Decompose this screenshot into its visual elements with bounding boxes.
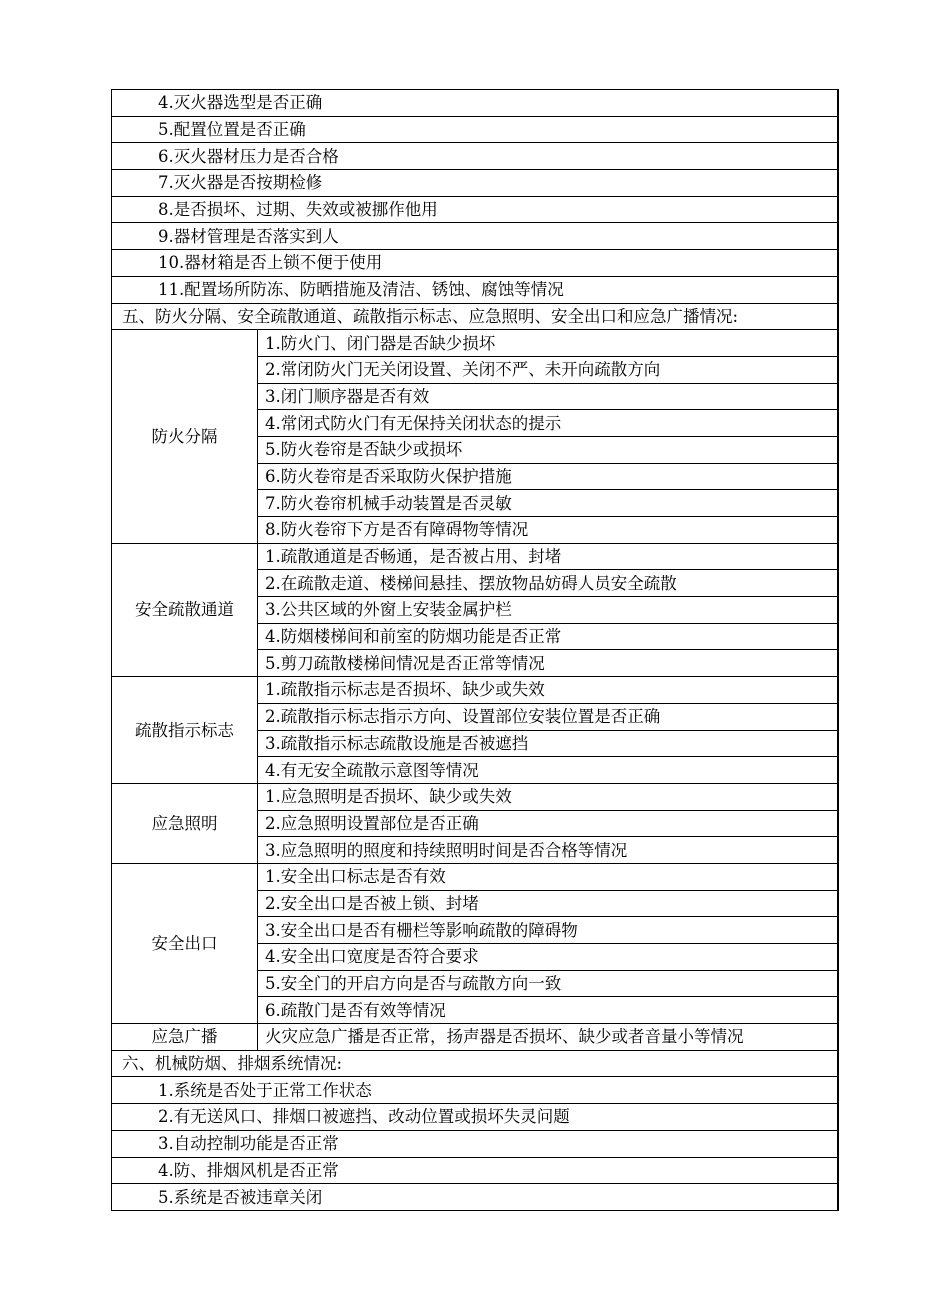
- checklist-item: 2.疏散指示标志指示方向、设置部位安装位置是否正确: [258, 703, 839, 730]
- checklist-item: 2.应急照明设置部位是否正确: [258, 810, 839, 837]
- checklist-item: 6.疏散门是否有效等情况: [258, 997, 839, 1024]
- checklist-item: 5.配置位置是否正确: [112, 116, 839, 143]
- checklist-item: 9.器材管理是否落实到人: [112, 223, 839, 250]
- table-row: [112, 677, 839, 704]
- table-row: [112, 1184, 839, 1211]
- checklist-item: 火灾应急广播是否正常，扬声器是否损坏、缺少或者音量小等情况: [258, 1024, 839, 1051]
- checklist-item: 2.在疏散走道、楼梯间悬挂、摆放物品妨碍人员安全疏散: [258, 570, 839, 597]
- checklist-item: 1.防火门、闭门器是否缺少损坏: [258, 330, 839, 357]
- table-row: [112, 116, 839, 143]
- checklist-item: 1.安全出口标志是否有效: [258, 863, 839, 890]
- checklist-item: 3.应急照明的照度和持续照明时间是否合格等情况: [258, 837, 839, 864]
- checklist-item: 5.系统是否被违章关闭: [112, 1184, 839, 1211]
- checklist-item: 2.有无送风口、排烟口被遮挡、改动位置或损坏失灵问题: [112, 1104, 839, 1131]
- checklist-item: 3.安全出口是否有栅栏等影响疏散的障碍物: [258, 917, 839, 944]
- category-cell: 安全疏散通道: [112, 543, 258, 676]
- category-cell: 疏散指示标志: [112, 677, 258, 784]
- checklist-item: 1.系统是否处于正常工作状态: [112, 1077, 839, 1104]
- inspection-checklist: [111, 89, 839, 1211]
- table-row: [112, 863, 839, 890]
- checklist-item: 1.疏散指示标志是否损坏、缺少或失效: [258, 677, 839, 704]
- checklist-item: 3.闭门顺序器是否有效: [258, 383, 839, 410]
- table-row: [112, 196, 839, 223]
- checklist-item: 3.公共区域的外窗上安装金属护栏: [258, 597, 839, 624]
- table-row: [112, 1104, 839, 1131]
- table-row: [112, 223, 839, 250]
- table-row: [112, 1077, 839, 1104]
- checklist-item: 4.常闭式防火门有无保持关闭状态的提示: [258, 410, 839, 437]
- table-row: [112, 143, 839, 170]
- checklist-item: 3.疏散指示标志疏散设施是否被遮挡: [258, 730, 839, 757]
- checklist-item: 6.防火卷帘是否采取防火保护措施: [258, 463, 839, 490]
- checklist-item: 4.灭火器选型是否正确: [112, 90, 839, 117]
- checklist-item: 2.安全出口是否被上锁、封堵: [258, 890, 839, 917]
- checklist-item: 10.器材箱是否上锁不便于使用: [112, 250, 839, 277]
- checklist-item: 7.灭火器是否按期检修: [112, 170, 839, 197]
- category-cell: 安全出口: [112, 863, 258, 1023]
- checklist-item: 6.灭火器材压力是否合格: [112, 143, 839, 170]
- category-cell: 应急照明: [112, 783, 258, 863]
- checklist-item: 4.防烟楼梯间和前室的防烟功能是否正常: [258, 623, 839, 650]
- table-row: [112, 1024, 839, 1051]
- section-heading: 五、防火分隔、安全疏散通道、疏散指示标志、应急照明、安全出口和应急广播情况:: [112, 303, 839, 330]
- table-row: [112, 170, 839, 197]
- checklist-item: 2.常闭防火门无关闭设置、关闭不严、未开向疏散方向: [258, 356, 839, 383]
- table-row: [112, 783, 839, 810]
- checklist-item: 3.自动控制功能是否正常: [112, 1130, 839, 1157]
- checklist-item: 1.应急照明是否损坏、缺少或失效: [258, 783, 839, 810]
- checklist-item: 5.安全门的开启方向是否与疏散方向一致: [258, 970, 839, 997]
- checklist-item: 1.疏散通道是否畅通，是否被占用、封堵: [258, 543, 839, 570]
- checklist-item: 8.是否损坏、过期、失效或被挪作他用: [112, 196, 839, 223]
- checklist-item: 5.防火卷帘是否缺少或损坏: [258, 436, 839, 463]
- section-heading: 六、机械防烟、排烟系统情况:: [112, 1050, 839, 1077]
- table-row: [112, 90, 839, 117]
- table-row: [112, 250, 839, 277]
- table-row: [112, 1157, 839, 1184]
- checklist-item: 7.防火卷帘机械手动装置是否灵敏: [258, 490, 839, 517]
- table-row: [112, 330, 839, 357]
- checklist-item: 4.安全出口宽度是否符合要求: [258, 944, 839, 971]
- checklist-item: 4.防、排烟风机是否正常: [112, 1157, 839, 1184]
- category-cell: 防火分隔: [112, 330, 258, 544]
- checklist-item: 4.有无安全疏散示意图等情况: [258, 757, 839, 784]
- checklist-item: 8.防火卷帘下方是否有障碍物等情况: [258, 517, 839, 544]
- table-row: [112, 276, 839, 303]
- table-row: [112, 1050, 839, 1077]
- checklist-item: 5.剪刀疏散楼梯间情况是否正常等情况: [258, 650, 839, 677]
- table-row: [112, 1130, 839, 1157]
- checklist-item: 11.配置场所防冻、防晒措施及清洁、锈蚀、腐蚀等情况: [112, 276, 839, 303]
- table-row: [112, 543, 839, 570]
- checklist-table: [111, 89, 839, 1211]
- table-row: [112, 303, 839, 330]
- category-cell: 应急广播: [112, 1024, 258, 1051]
